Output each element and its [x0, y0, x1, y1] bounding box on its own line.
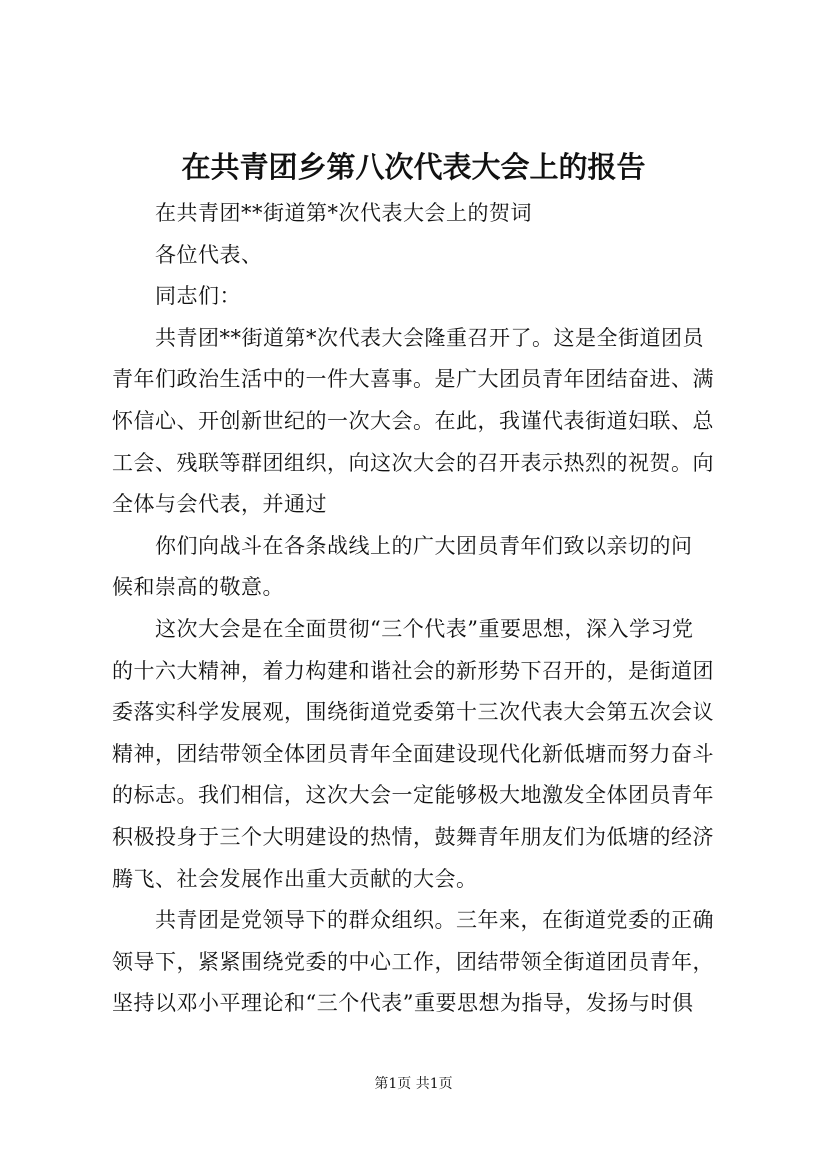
paragraph-line: 怀信心、开创新世纪的一次大会。在此，我谨代表街道妇联、总 — [112, 408, 714, 433]
salutation-line: 同志们： — [155, 284, 241, 309]
paragraph-line: 委落实科学发展观，围绕街道党委第十三次代表大会第五次会议 — [112, 700, 714, 725]
paragraph-line: 腾飞、社会发展作出重大贡献的大会。 — [112, 866, 478, 891]
paragraph-line: 候和崇高的敬意。 — [112, 575, 284, 600]
paragraph-line: 领导下，紧紧围绕党委的中心工作，团结带领全街道团员青年， — [112, 949, 714, 974]
paragraph-line: 共青团是党领导下的群众组织。三年来，在街道党委的正确 — [155, 908, 714, 933]
salutation-line: 各位代表、 — [155, 242, 263, 267]
document-title: 在共青团乡第八次代表大会上的报告 — [181, 150, 646, 184]
paragraph-line: 共青团**街道第*次代表大会隆重召开了。这是全街道团员 — [155, 325, 704, 350]
paragraph-line: 青年们政治生活中的一件大喜事。是广大团员青年团结奋进、满 — [112, 367, 714, 392]
paragraph-line: 全体与会代表，并通过 — [112, 492, 327, 517]
document-body — [112, 193, 727, 1025]
paragraph-line: 工会、残联等群团组织，向这次大会的召开表示热烈的祝贺。向 — [112, 450, 714, 475]
page-footer: 第1页 共1页 — [374, 1076, 453, 1092]
paragraph-line: 这次大会是在全面贯彻“三个代表”重要思想，深入学习党 — [155, 616, 694, 641]
greeting-heading: 在共青团**街道第*次代表大会上的贺词 — [155, 201, 532, 225]
paragraph-line: 你们向战斗在各条战线上的广大团员青年们致以亲切的问 — [155, 533, 693, 558]
paragraph-line: 积极投身于三个大明建设的热情，鼓舞青年朋友们为低塘的经济 — [112, 824, 714, 849]
paragraph-line: 的标志。我们相信，这次大会一定能够极大地激发全体团员青年 — [112, 783, 714, 808]
paragraph-line: 坚持以邓小平理论和“三个代表”重要思想为指导，发扬与时俱 — [112, 991, 694, 1016]
paragraph-line: 精神，团结带领全体团员青年全面建设现代化新低塘而努力奋斗 — [112, 741, 714, 766]
paragraph-line: 的十六大精神，着力构建和谐社会的新形势下召开的，是街道团 — [112, 658, 714, 683]
